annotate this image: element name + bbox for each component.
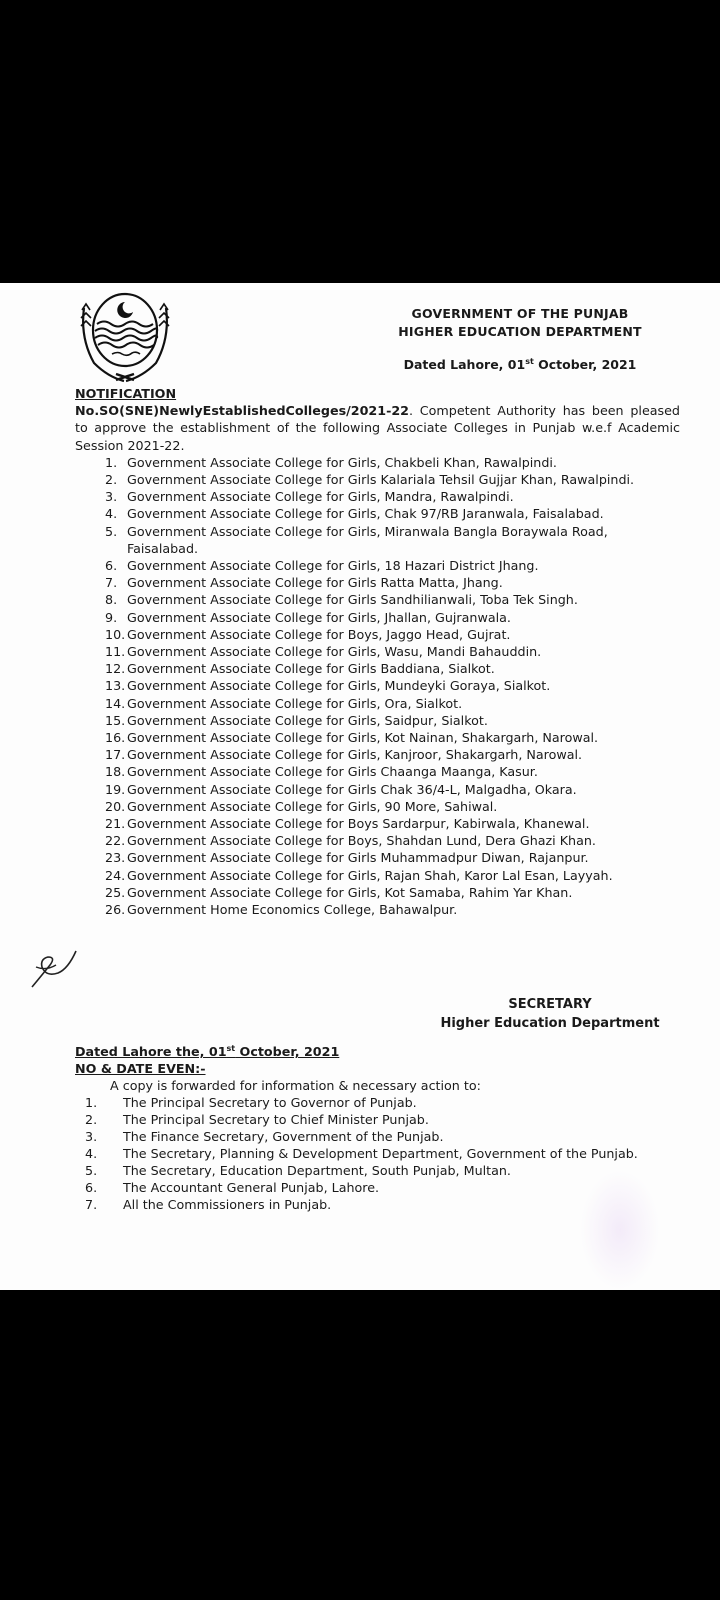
list-item: 2. The Principal Secretary to Chief Minister Punjab.	[85, 1112, 429, 1127]
department-title: HIGHER EDUCATION DEPARTMENT	[398, 324, 642, 339]
notification-paragraph: No.SO(SNE)NewlyEstablishedColleges/2021-22. Competent Authority has been pleased to approve the establishment of the following Associate Colleges in Punjab w.e.f Academic Session 2021-22.	[75, 403, 680, 453]
list-item: 1. Government Associate College for Girls, Chakbeli Khan, Rawalpindi.	[105, 454, 557, 470]
punjab-emblem-icon	[70, 288, 180, 388]
document-page	[0, 283, 720, 1290]
list-item: 21. Government Associate College for Boys Sardarpur, Kabirwala, Khanewal.	[105, 816, 590, 832]
list-item: 20. Government Associate College for Girls, 90 More, Sahiwal.	[105, 798, 498, 814]
list-item: 4. Government Associate College for Girls, Chak 97/RB Jaranwala, Faisalabad.	[105, 506, 604, 522]
list-item: 13. Government Associate College for Girls, Mundeyki Goraya, Sialkot.	[105, 678, 551, 694]
notification-body	[75, 385, 680, 918]
list-item: 5. Government Associate College for Girls, Miranwala Bangla Boraywala Road, Faisalabad.	[105, 523, 608, 556]
header-date: Dated Lahore, 01st October, 2021	[403, 356, 637, 372]
notification-heading: NOTIFICATION	[75, 386, 177, 401]
list-item: 17. Government Associate College for Girls, Kanjroor, Shakargarh, Narowal.	[105, 747, 583, 763]
recipient-list	[75, 1094, 695, 1213]
list-item: 5. The Secretary, Education Department, South Punjab, Multan.	[85, 1163, 511, 1178]
list-item: 18. Government Associate College for Girls Chaanga Maanga, Kasur.	[105, 764, 538, 780]
list-item: 22. Government Associate College for Boys, Shahdan Lund, Dera Ghazi Khan.	[105, 833, 596, 849]
reference-number: No.SO(SNE)NewlyEstablishedColleges/2021-22	[75, 403, 409, 419]
signature-mark-icon	[28, 943, 78, 993]
signatory-department: Higher Education Department	[440, 1016, 660, 1031]
list-item: 6. The Accountant General Punjab, Lahore.	[85, 1180, 380, 1195]
list-item: 26. Government Home Economics College, Bahawalpur.	[105, 902, 458, 918]
list-item: 4. The Secretary, Planning & Development Department, Government of the Punjab.	[85, 1146, 638, 1161]
list-item: 11. Government Associate College for Girls, Wasu, Mandi Bahauddin.	[105, 644, 542, 660]
list-item: 12. Government Associate College for Girls Baddiana, Sialkot.	[105, 661, 495, 677]
signatory-block	[420, 995, 680, 1033]
list-item: 14. Government Associate College for Girls, Ora, Sialkot.	[105, 695, 463, 711]
copy-date: Dated Lahore the, 01st October, 2021	[75, 1043, 340, 1059]
list-item: 24. Government Associate College for Girls, Rajan Shah, Karor Lal Esan, Layyah.	[105, 867, 613, 883]
government-title: GOVERNMENT OF THE PUNJAB	[411, 306, 629, 321]
list-item: 8. Government Associate College for Girls Sandhilianwali, Toba Tek Singh.	[105, 592, 578, 608]
list-item: 10. Government Associate College for Boys, Jaggo Head, Gujrat.	[105, 626, 511, 642]
copy-forwarded-section	[75, 1043, 695, 1213]
list-item: 15. Government Associate College for Girls, Saidpur, Sialkot.	[105, 712, 488, 728]
list-item: 3. The Finance Secretary, Government of the Punjab.	[85, 1129, 444, 1144]
letterhead	[360, 305, 680, 372]
no-date-even: NO & DATE EVEN:-	[75, 1061, 206, 1076]
list-item: 25. Government Associate College for Girls, Kot Samaba, Rahim Yar Khan.	[105, 884, 573, 900]
list-item: 6. Government Associate College for Girls, 18 Hazari District Jhang.	[105, 558, 539, 574]
list-item: 7. All the Commissioners in Punjab.	[85, 1197, 332, 1212]
copy-intro: A copy is forwarded for information & necessary action to:	[110, 1078, 481, 1093]
college-list	[75, 454, 680, 918]
list-item: 23. Government Associate College for Girls Muhammadpur Diwan, Rajanpur.	[105, 850, 589, 866]
list-item: 2. Government Associate College for Girls Kalariala Tehsil Gujjar Khan, Rawalpindi.	[105, 472, 635, 488]
list-item: 3. Government Associate College for Girls, Mandra, Rawalpindi.	[105, 489, 514, 505]
list-item: 16. Government Associate College for Girls, Kot Nainan, Shakargarh, Narowal.	[105, 730, 599, 746]
list-item: 7. Government Associate College for Girls Ratta Matta, Jhang.	[105, 575, 503, 591]
list-item: 1. The Principal Secretary to Governor of Punjab.	[85, 1095, 417, 1110]
list-item: 19. Government Associate College for Girls Chak 36/4-L, Malgadha, Okara.	[105, 781, 577, 797]
list-item: 9. Government Associate College for Girls, Jhallan, Gujranwala.	[105, 609, 511, 625]
signatory-title: SECRETARY	[508, 997, 592, 1012]
